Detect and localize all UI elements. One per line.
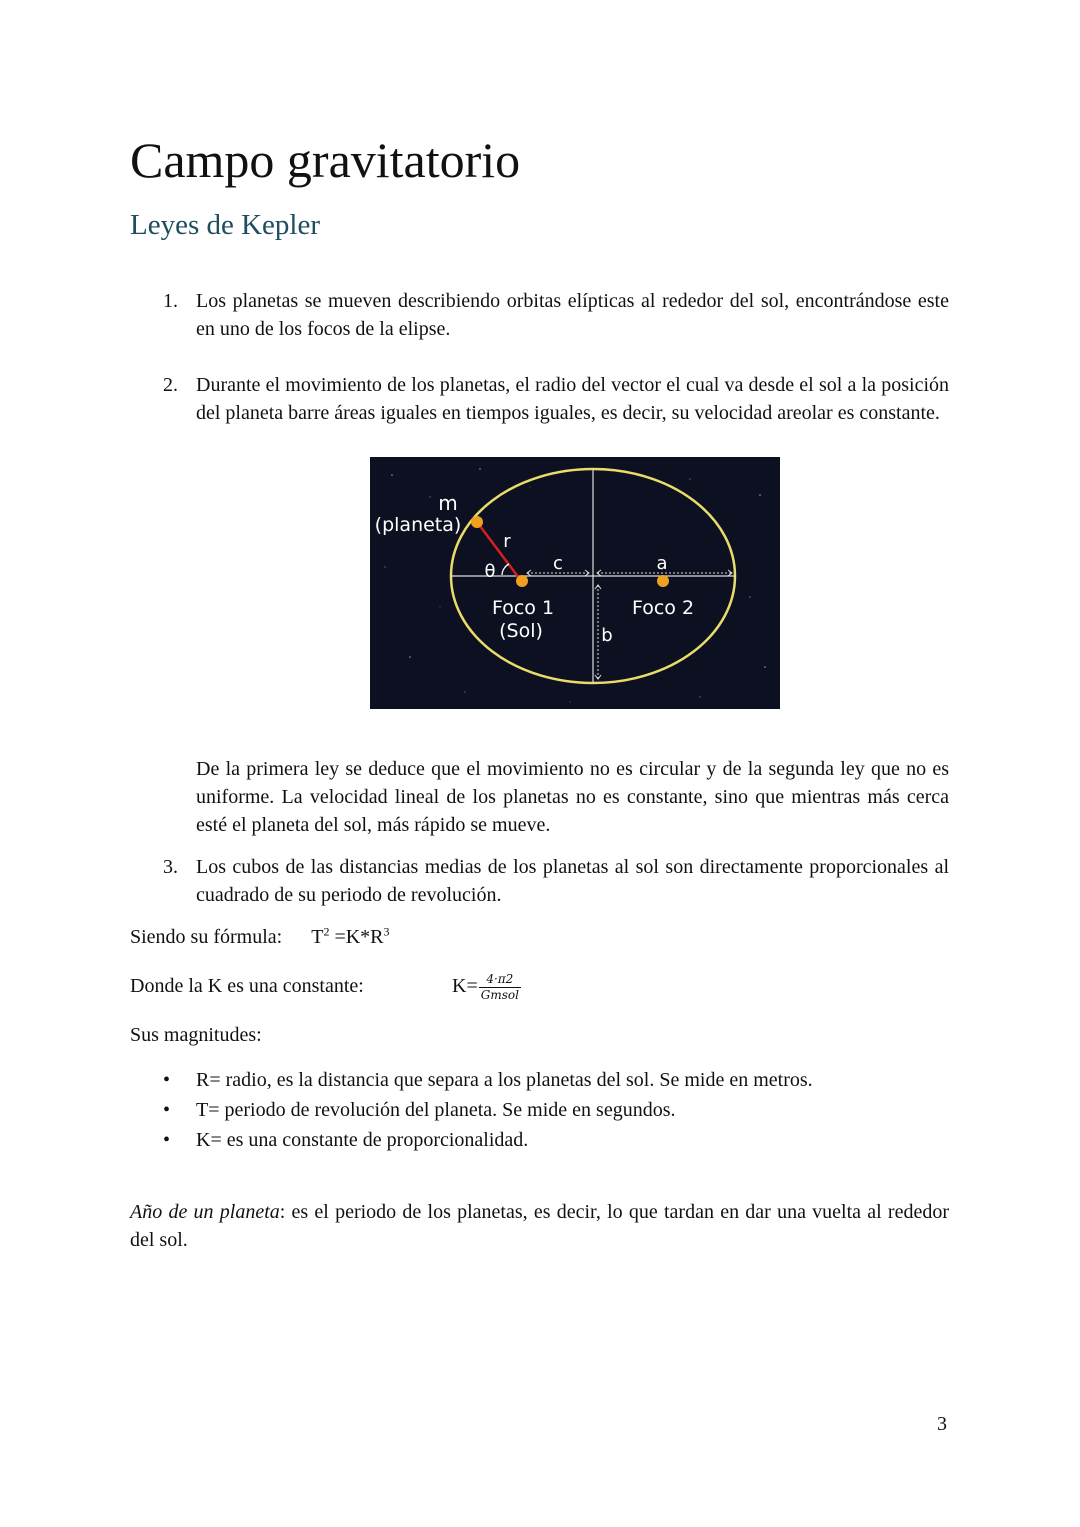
- label-m: m: [438, 491, 458, 515]
- magnitude-item-r: R= radio, es la distancia que separa a los planetas del sol. Se mide en metros.: [196, 1069, 813, 1091]
- label-c: c: [553, 553, 563, 574]
- label-b: b: [601, 625, 613, 646]
- year-term: Año de un planeta: [130, 1201, 280, 1223]
- formula-mid: =K*R: [329, 926, 384, 948]
- law-1-text: Los planetas se mueven describiendo orbitas elípticas al rededor del sol, encontrándose este en uno de los focos de la elipse.: [196, 290, 949, 340]
- fraction-numerator: 4·π2: [479, 972, 521, 988]
- fraction-denominator: Gmsol: [480, 987, 519, 1002]
- page-title: Campo gravitatorio: [130, 132, 521, 188]
- planet-point: [471, 516, 483, 528]
- focus-2-point: [657, 575, 669, 587]
- label-theta: θ: [484, 561, 496, 582]
- year-text: : es el periodo de los planetas, es decir, lo que tardan en dar una vuelta al rededor del sol.: [130, 1201, 949, 1251]
- section-heading: Leyes de Kepler: [130, 209, 321, 241]
- kepler-orbit-diagram: [370, 457, 780, 709]
- label-planeta: (planeta): [374, 514, 462, 536]
- law-2-number: 2.: [163, 374, 178, 396]
- formula-line: [130, 923, 390, 951]
- law-3-number: 3.: [163, 856, 178, 878]
- bullet-icon: •: [163, 1099, 171, 1121]
- label-foco-1: Foco 1: [491, 597, 555, 619]
- law-2-text: Durante el movimiento de los planetas, el radio del vector el cual va desde el sol a la posición del planeta barre áreas iguales en tiempos iguales, es decir, su velocidad areolar es constante.: [196, 374, 949, 424]
- constant-formula: [452, 966, 521, 1006]
- constant-line: [130, 972, 364, 1000]
- magnitudes-label: Sus magnitudes:: [130, 1024, 262, 1046]
- page-number: 3: [937, 1413, 947, 1435]
- law-1-number: 1.: [163, 290, 178, 312]
- label-sol: (Sol): [499, 620, 543, 642]
- formula-label: Siendo su fórmula:: [130, 926, 283, 948]
- label-a: a: [656, 553, 668, 574]
- deduction-paragraph: De la primera ley se deduce que el movimiento no es circular y de la segunda ley que no es uniforme. La velocidad lineal de los planetas no es constante, sino que mientras más cerca esté el planeta del sol, más rápido se mueve.: [196, 758, 949, 836]
- label-r: r: [503, 531, 511, 552]
- law-3-text: Los cubos de las distancias medias de los planetas al sol son directamente proporcionales al cuadrado de su periodo de revolución.: [196, 856, 949, 906]
- constant-prefix: K=: [452, 975, 478, 997]
- year-definition: [130, 1198, 949, 1254]
- bullet-icon: •: [163, 1069, 171, 1091]
- constant-label: Donde la K es una constante:: [130, 975, 364, 997]
- formula-lhs-exponent: 2: [323, 924, 330, 939]
- constant-fraction: [479, 972, 521, 1003]
- bullet-icon: •: [163, 1129, 171, 1151]
- formula-lhs: T: [311, 926, 324, 948]
- formula-rhs-exponent: 3: [383, 924, 390, 939]
- magnitude-item-t: T= periodo de revolución del planeta. Se mide en segundos.: [196, 1099, 676, 1121]
- label-foco-2: Foco 2: [631, 597, 695, 619]
- focus-1-point: [516, 575, 528, 587]
- diagram-background: [370, 457, 780, 709]
- magnitude-item-k: K= es una constante de proporcionalidad.: [196, 1129, 529, 1151]
